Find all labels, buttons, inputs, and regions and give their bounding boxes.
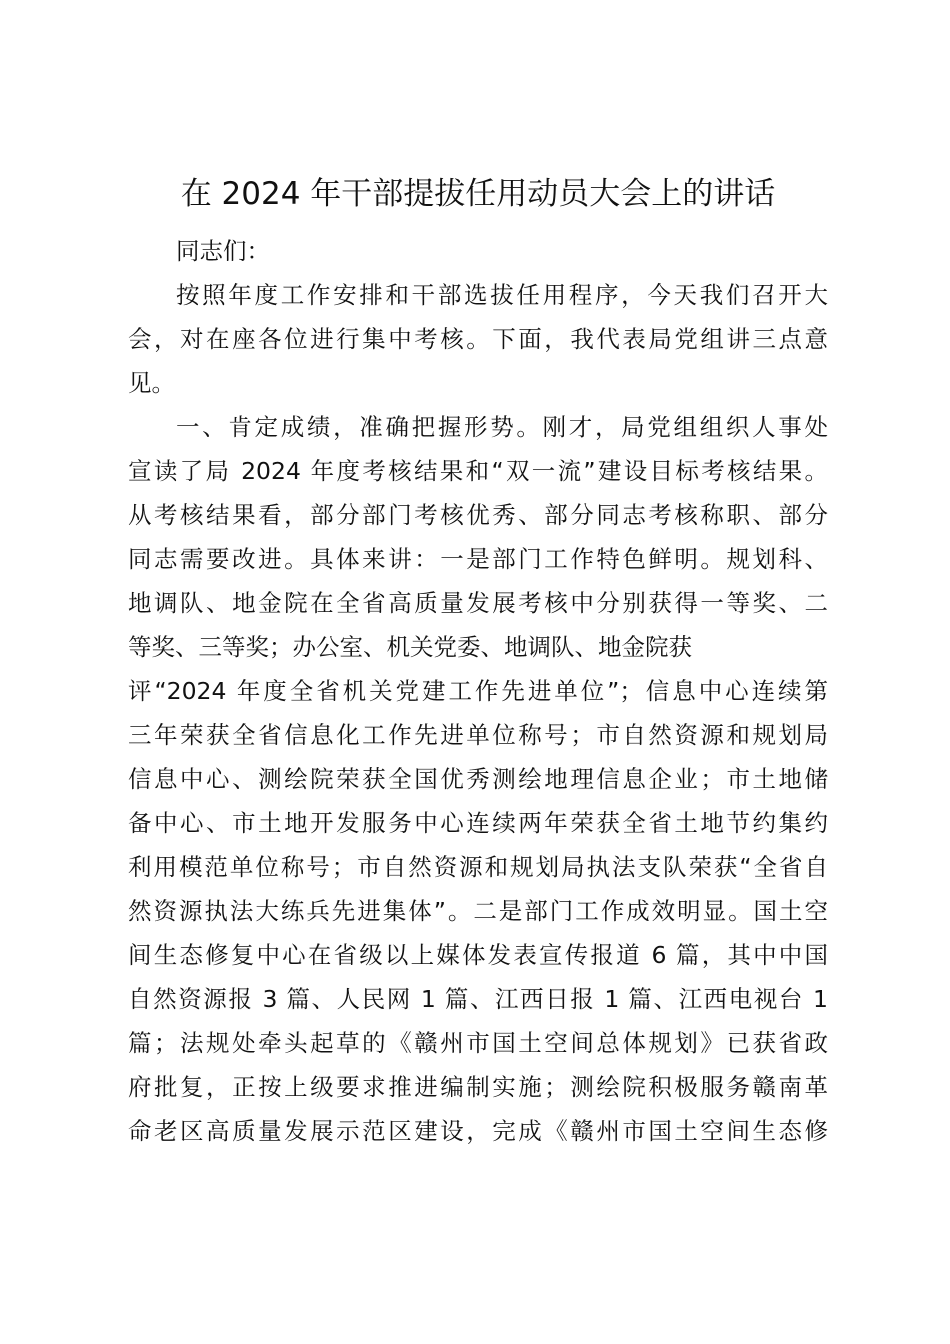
paragraph-line: 宣读了局 2024 年度考核结果和“双一流”建设目标考核结果。 — [128, 457, 828, 485]
paragraph-line: 利用模范单位称号；市自然资源和规划局执法支队荣获“全省自 — [128, 853, 828, 881]
paragraph-line: 地调队、地金院在全省高质量发展考核中分别获得一等奖、二 — [128, 589, 828, 617]
document-title: 在 2024 年干部提拔任用动员大会上的讲话 — [180, 176, 776, 212]
paragraph-line: 会，对在座各位进行集中考核。下面，我代表局党组讲三点意 — [128, 325, 828, 353]
paragraph-line: 见。 — [128, 369, 175, 397]
paragraph-line: 等奖、三等奖；办公室、机关党委、地调队、地金院获 — [128, 633, 692, 661]
paragraph-line: 然资源执法大练兵先进集体”。二是部门工作成效明显。国土空 — [128, 897, 828, 925]
paragraph-line: 从考核结果看，部分部门考核优秀、部分同志考核称职、部分 — [128, 501, 828, 529]
paragraph-line: 篇；法规处牵头起草的《赣州市国土空间总体规划》已获省政 — [128, 1029, 828, 1057]
paragraph-line: 命老区高质量发展示范区建设，完成《赣州市国土空间生态修 — [128, 1117, 828, 1145]
paragraph-line: 按照年度工作安排和干部选拔任用程序，今天我们召开大 — [176, 281, 828, 309]
paragraph-line: 自然资源报 3 篇、人民网 1 篇、江西日报 1 篇、江西电视台 1 — [128, 985, 828, 1013]
paragraph-line: 信息中心、测绘院荣获全国优秀测绘地理信息企业；市土地储 — [128, 765, 828, 793]
paragraph-line: 评“2024 年度全省机关党建工作先进单位”；信息中心连续第 — [128, 677, 828, 705]
paragraph-line: 同志需要改进。具体来讲：一是部门工作特色鲜明。规划科、 — [128, 545, 828, 573]
paragraph-line: 府批复，正按上级要求推进编制实施；测绘院积极服务赣南革 — [128, 1073, 828, 1101]
salutation: 同志们： — [176, 237, 270, 265]
paragraph-line: 一、肯定成绩，准确把握形势。刚才，局党组组织人事处 — [176, 413, 828, 441]
paragraph-line: 三年荣获全省信息化工作先进单位称号；市自然资源和规划局 — [128, 721, 828, 749]
paragraph-line: 间生态修复中心在省级以上媒体发表宣传报道 6 篇，其中中国 — [128, 941, 828, 969]
paragraph-line: 备中心、市土地开发服务中心连续两年荣获全省土地节约集约 — [128, 809, 828, 837]
